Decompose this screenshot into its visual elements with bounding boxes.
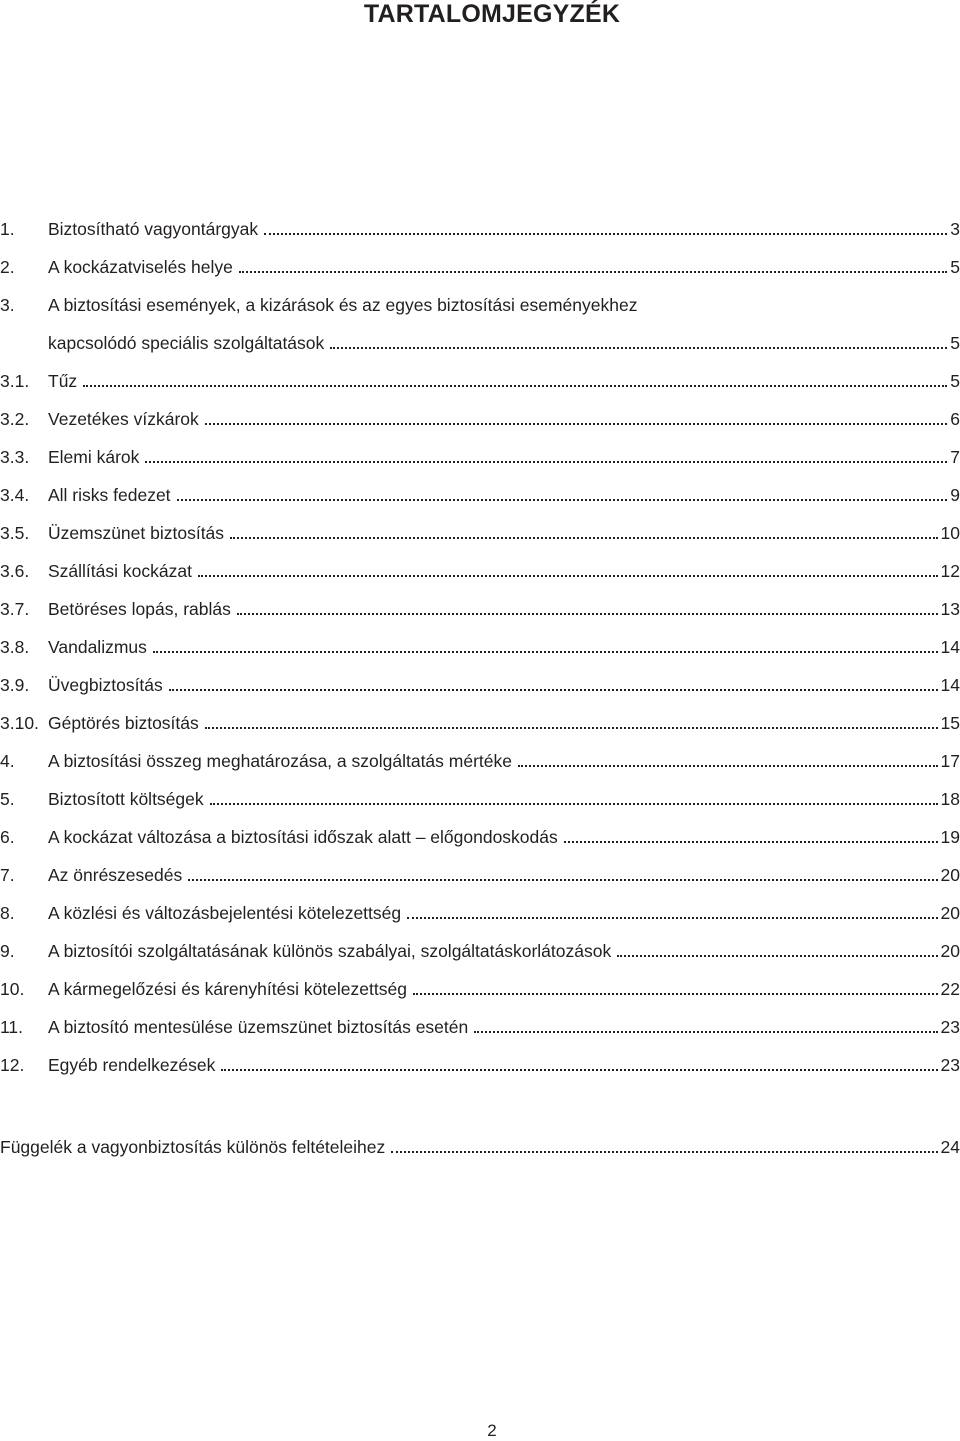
toc-entry-number: 6. bbox=[0, 827, 15, 847]
toc-entry-label: Tűz bbox=[48, 371, 78, 391]
toc-entry-3-7[interactable] bbox=[0, 596, 960, 620]
toc-entry-3-4[interactable] bbox=[0, 482, 960, 506]
toc-appendix-label: Függelék a vagyonbiztosítás különös feltételeihez bbox=[0, 1137, 386, 1157]
dot-leader bbox=[145, 453, 947, 463]
dot-leader bbox=[177, 491, 948, 501]
dot-leader bbox=[205, 415, 947, 425]
dot-leader bbox=[239, 263, 947, 273]
toc-entry-label: Elemi károk bbox=[48, 447, 140, 467]
toc-entry-label: Üzemszünet biztosítás bbox=[48, 523, 225, 543]
toc-entry-12[interactable] bbox=[0, 1052, 960, 1076]
page-number: 2 bbox=[487, 1421, 497, 1440]
toc-entry-page: 18 bbox=[940, 789, 960, 809]
toc-entry-page: 7 bbox=[950, 447, 960, 467]
toc-entry-page: 23 bbox=[940, 1055, 960, 1075]
toc-entry-label: Egyéb rendelkezések bbox=[48, 1055, 216, 1075]
toc-entry-4[interactable] bbox=[0, 748, 960, 772]
dot-leader bbox=[205, 719, 938, 729]
toc-entry-label: A biztosító mentesülése üzemszünet biztosítás esetén bbox=[48, 1017, 469, 1037]
toc-entry-number: 3.1. bbox=[0, 371, 30, 391]
toc-entry-1[interactable] bbox=[0, 216, 960, 240]
dot-leader bbox=[407, 909, 937, 919]
toc-entry-page: 5 bbox=[950, 333, 960, 353]
dot-leader bbox=[413, 985, 938, 995]
toc-entry-3-8[interactable] bbox=[0, 634, 960, 658]
toc-entry-3-1[interactable] bbox=[0, 368, 960, 392]
dot-leader bbox=[198, 567, 938, 577]
toc-entry-number: 1. bbox=[0, 219, 15, 239]
toc-entry-number: 9. bbox=[0, 941, 15, 961]
toc-entry-5[interactable] bbox=[0, 786, 960, 810]
toc-entry-page: 20 bbox=[940, 903, 960, 923]
toc-entry-label: A kockázat változása a biztosítási időszak alatt – előgondoskodás bbox=[48, 827, 558, 847]
toc-entry-7[interactable] bbox=[0, 862, 960, 886]
dot-leader bbox=[617, 947, 937, 957]
dot-leader bbox=[230, 529, 937, 539]
dot-leader bbox=[474, 1023, 937, 1033]
dot-leader bbox=[153, 643, 938, 653]
dot-leader bbox=[564, 833, 938, 843]
dot-leader bbox=[330, 339, 947, 349]
dot-leader bbox=[188, 871, 937, 881]
toc-entry-label: A kockázatviselés helye bbox=[48, 257, 233, 277]
toc-entry-label: Biztosított költségek bbox=[48, 789, 204, 809]
toc-entry-number: 3.8. bbox=[0, 637, 30, 657]
toc-entry-page: 23 bbox=[940, 1017, 960, 1037]
toc-entry-page: 12 bbox=[940, 561, 960, 581]
toc-entry-label: A biztosítási események, a kizárások és az egyes biztosítási eseményekhez bbox=[48, 295, 638, 315]
toc-entry-3-6[interactable] bbox=[0, 558, 960, 582]
toc-appendix-entry[interactable] bbox=[0, 1134, 960, 1158]
toc-entry-number: 3.5. bbox=[0, 523, 30, 543]
toc-entry-page: 5 bbox=[950, 257, 960, 277]
toc-entry-page: 17 bbox=[940, 751, 960, 771]
toc-entry-number: 3.2. bbox=[0, 409, 30, 429]
toc-entry-number: 2. bbox=[0, 257, 15, 277]
toc-entry-11[interactable] bbox=[0, 1014, 960, 1038]
toc-entry-number: 3. bbox=[0, 295, 15, 315]
dot-leader bbox=[83, 377, 947, 387]
dot-leader bbox=[264, 225, 947, 235]
toc-entry-page: 19 bbox=[940, 827, 960, 847]
toc-entry-number: 11. bbox=[0, 1017, 24, 1037]
toc-entry-label: A biztosítási összeg meghatározása, a szolgáltatás mértéke bbox=[48, 751, 512, 771]
toc-entry-page: 9 bbox=[950, 485, 960, 505]
toc-entry-label: A közlési és változásbejelentési kötelezettség bbox=[48, 903, 402, 923]
toc-entry-page: 6 bbox=[950, 409, 960, 429]
toc-entry-page: 14 bbox=[940, 675, 960, 695]
toc-entry-number: 8. bbox=[0, 903, 15, 923]
page-title: TARTALOMJEGYZÉK bbox=[363, 0, 621, 28]
toc-entry-3[interactable] bbox=[0, 292, 960, 316]
toc-entry-label: Vandalizmus bbox=[48, 637, 147, 657]
dot-leader bbox=[518, 757, 938, 767]
dot-leader bbox=[237, 605, 938, 615]
toc-entry-page: 20 bbox=[940, 865, 960, 885]
toc-entry-9[interactable] bbox=[0, 938, 960, 962]
toc-entry-3-9[interactable] bbox=[0, 672, 960, 696]
toc-entry-number: 3.3. bbox=[0, 447, 30, 467]
toc-entry-page: 3 bbox=[950, 219, 960, 239]
toc-entry-label: A biztosítói szolgáltatásának különös szabályai, szolgáltatáskorlátozások bbox=[48, 941, 612, 961]
toc-entry-2[interactable] bbox=[0, 254, 960, 278]
toc-entry-3-2[interactable] bbox=[0, 406, 960, 430]
dot-leader bbox=[210, 795, 938, 805]
toc-entry-number: 3.10. bbox=[0, 713, 39, 733]
toc-entry-3-continuation[interactable] bbox=[0, 330, 960, 354]
toc-entry-3-10[interactable] bbox=[0, 710, 960, 734]
toc-entry-label: Géptörés biztosítás bbox=[48, 713, 199, 733]
toc-entry-label: All risks fedezet bbox=[48, 485, 171, 505]
dot-leader bbox=[169, 681, 938, 691]
toc-entry-page: 15 bbox=[940, 713, 960, 733]
toc-entry-number: 3.7. bbox=[0, 599, 30, 619]
toc-entry-label: Betöréses lopás, rablás bbox=[48, 599, 231, 619]
toc-entry-number: 3.9. bbox=[0, 675, 30, 695]
toc-entry-label: Szállítási kockázat bbox=[48, 561, 192, 581]
toc-entry-3-5[interactable] bbox=[0, 520, 960, 544]
toc-appendix-page: 24 bbox=[940, 1137, 960, 1157]
toc-entry-number: 7. bbox=[0, 865, 15, 885]
toc-entry-number: 4. bbox=[0, 751, 15, 771]
toc-entry-page: 14 bbox=[940, 637, 960, 657]
toc-entry-label: Vezetékes vízkárok bbox=[48, 409, 199, 429]
toc-entry-label: kapcsolódó speciális szolgáltatások bbox=[48, 333, 325, 353]
toc-entry-3-3[interactable] bbox=[0, 444, 960, 468]
toc-entry-label: Üvegbiztosítás bbox=[48, 675, 163, 695]
toc-entry-label: Biztosítható vagyontárgyak bbox=[48, 219, 259, 239]
toc-entry-number: 10. bbox=[0, 979, 25, 999]
toc-entry-label: A kármegelőzési és kárenyhítési kötelezettség bbox=[48, 979, 407, 999]
toc-entry-6[interactable] bbox=[0, 824, 960, 848]
toc-entry-number: 3.6. bbox=[0, 561, 30, 581]
dot-leader bbox=[221, 1061, 937, 1071]
toc-entry-number: 3.4. bbox=[0, 485, 30, 505]
toc-entry-10[interactable] bbox=[0, 976, 960, 1000]
toc-entry-page: 22 bbox=[940, 979, 960, 999]
toc-entry-page: 10 bbox=[940, 523, 960, 543]
toc-entry-number: 5. bbox=[0, 789, 15, 809]
dot-leader bbox=[391, 1143, 937, 1153]
toc-entry-page: 13 bbox=[940, 599, 960, 619]
toc-entry-page: 20 bbox=[940, 941, 960, 961]
toc-entry-8[interactable] bbox=[0, 900, 960, 924]
toc-entry-page: 5 bbox=[950, 371, 960, 391]
toc-entry-number: 12. bbox=[0, 1055, 25, 1075]
toc-entry-label: Az önrészesedés bbox=[48, 865, 183, 885]
